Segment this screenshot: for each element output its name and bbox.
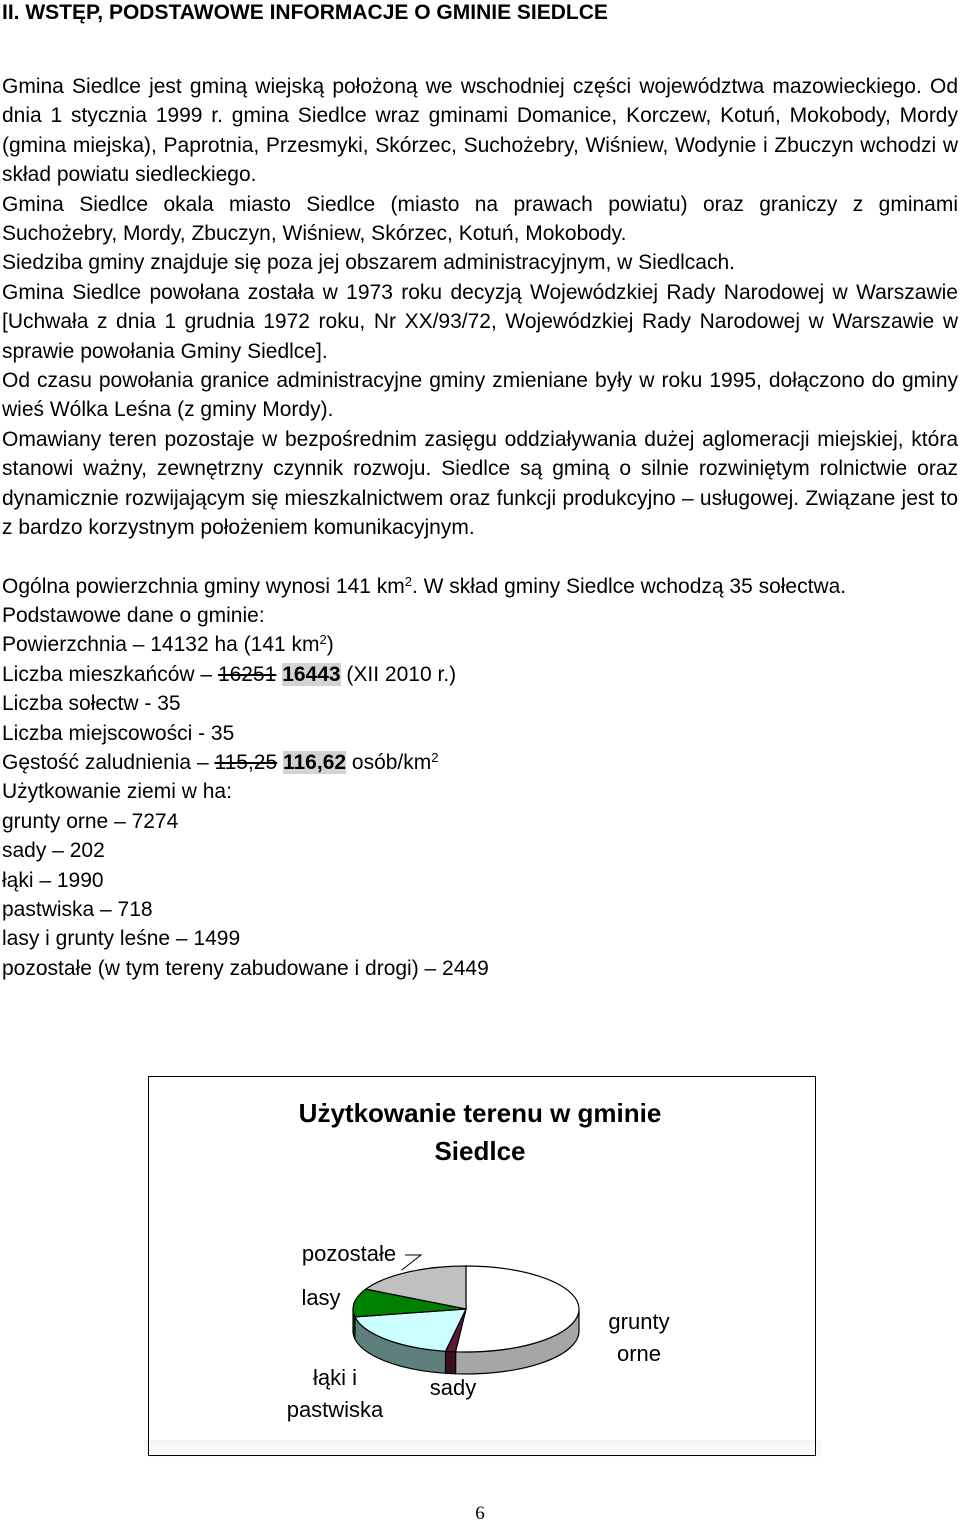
land-use-arable: grunty orne – 7274: [2, 809, 179, 833]
paragraph-intro: Gmina Siedlce jest gminą wiejską położoną we wschodniej części województwa mazowieckiego. Od dnia 1 stycznia 1999 r. gmina Siedlce wraz gminami Domanice, Korczew, Kotuń, Mokobody, Mordy (gmina miejska), Paprotnia, Przesmyki, Skórzec, Suchożebry, Wiśniew, Wodynie i Zbuczyn wchodzi w skład powiatu siedleckiego.: [2, 75, 958, 187]
paragraph-borders: Gmina Siedlce okala miasto Siedlce (miasto na prawach powiatu) oraz graniczy z gminami Suchożebry, Mordy, Zbuczyn, Wiśniew, Skórzec, Kotuń, Mokobody.: [2, 192, 958, 246]
paragraph-development: Omawiany teren pozostaje w bezpośrednim zasięgu oddziaływania dużej aglomeracji miejskiej, która stanowi ważny, zewnętrzny czynnik rozwoju. Siedlce są gminą o silnie rozwiniętym rolnictwie oraz dynamicznie rozwijającym się mieszkalnictwem oraz funkcji produkcyjno – usługowej. Związane jest to z bardzo korzystnym położeniem komunikacyjnym.: [2, 427, 958, 540]
paragraph-founding: Gmina Siedlce powołana została w 1973 roku decyzją Wojewódzkiej Rady Narodowej w Warszawie [Uchwała z dnia 1 grudnia 1972 roku, Nr XX/93/72, Wojewódzkiej Rady Narodowej w Warszawie w sprawie powołania Gminy Siedlce].: [2, 280, 958, 363]
pie-side-1: [446, 1351, 456, 1374]
density-old-value: 115,25: [214, 750, 278, 774]
paragraph-seat: Siedziba gminy znajduje się poza jej obszarem administracyjnym, w Siedlcach.: [2, 251, 736, 275]
land-use-other: pozostałe (w tym tereny zabudowane i drogi) – 2449: [2, 956, 489, 980]
land-use-forests: lasy i grunty leśne – 1499: [2, 927, 241, 951]
pie-label-1: sady: [429, 1375, 477, 1400]
land-use-pie-chart: [149, 1077, 814, 1454]
pie-label-2: łąki i pastwiska: [286, 1365, 384, 1422]
density-new-value: 116,62: [282, 750, 347, 774]
population-new-value: 16443: [282, 662, 341, 686]
pie-slices: [353, 1266, 579, 1374]
land-use-label: Użytkowanie ziemi w ha:: [2, 780, 232, 804]
land-use-orchards: sady – 202: [2, 839, 105, 863]
surface-line: Powierzchnia – 14132 ha (141 $km^2$): [2, 632, 334, 657]
pie-leader-line-4: [401, 1255, 421, 1270]
chart-frame: [148, 1076, 816, 1456]
basic-data-label: Podstawowe dane o gminie:: [2, 603, 265, 627]
pie-label-3: lasy: [301, 1285, 341, 1310]
page-number: 6: [475, 1503, 485, 1524]
population-old-value: 16251: [217, 662, 277, 686]
pie-label-0: grunty orne: [608, 1309, 670, 1366]
pie-label-4: pozostałe: [301, 1241, 397, 1266]
body-text: [2, 72, 958, 983]
population-line: Liczba mieszkańców – 16251 16443 (XII 2010 r.): [2, 662, 457, 686]
land-use-meadows: łąki – 1990: [2, 868, 104, 892]
chart-title-line2: Siedlce: [434, 1136, 526, 1166]
villages-count-line: Liczba sołectw - 35: [2, 692, 181, 716]
places-count-line: Liczba miejscowości - 35: [2, 721, 235, 745]
area-summary: Ogólna powierzchnia gminy wynosi 141 $km^2$. W skład gminy Siedlce wchodzą 35 sołectwa.: [2, 573, 847, 598]
chart-title-line1: Użytkowanie terenu w gminie: [298, 1098, 662, 1128]
paragraph-border-changes: Od czasu powołania granice administracyjne gminy zmieniane były w roku 1995, dołączono do gminy wieś Wólka Leśna (z gminy Mordy).: [2, 369, 958, 422]
section-heading: II. WSTĘP, PODSTAWOWE INFORMACJE O GMINIE SIEDLCE: [2, 1, 608, 24]
land-use-pastures: pastwiska – 718: [2, 897, 153, 921]
density-line: Gęstość zaludnienia – 115,25 116,62 osób/$km^2$: [2, 749, 439, 774]
